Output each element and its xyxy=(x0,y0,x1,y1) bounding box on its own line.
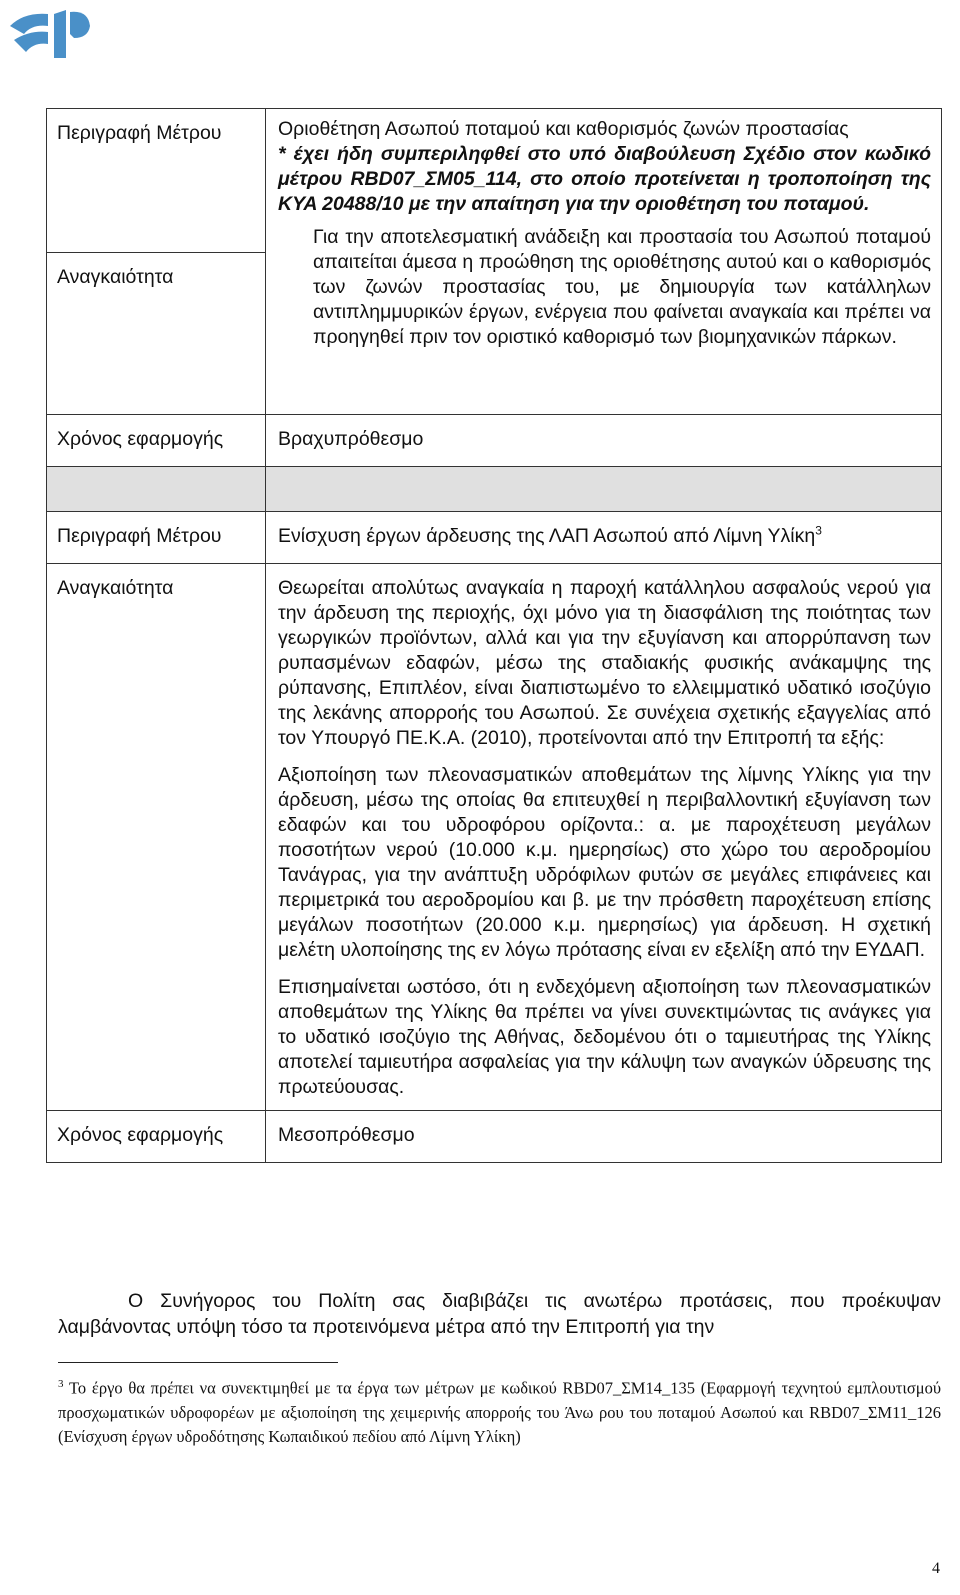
description-and-need-cell xyxy=(266,109,942,415)
need-label: Αναγκαιότητα xyxy=(47,253,266,415)
separator-cell xyxy=(266,467,942,512)
footnote-marker: 3 xyxy=(58,1378,64,1390)
need-paragraph: Θεωρείται απολύτως αναγκαία η παροχή κατάλληλου ασφαλούς νερού για την άρδευση της περιοχής, όχι μόνο για τη διασφάλιση της ποιότητας των γεωργικών προϊόντων, αλλά και για την εξυγίανση και απορρύπανση των ρυπασμένων εδαφών, μέσω της σταδιακής φυσικής ανάκαμψης της ρύπανσης, Επιπλέον, είναι διαπιστωμένο το ελλειμματικό υδατικό ισοζύγιο της λεκάνης απορροής του Ασωπού. Σε συνέχεια σχετικής εξαγγελίας από τον Υπουργό ΠΕ.Κ.Α. (2010), προτείνονται από την Επιτροπή τα εξής: xyxy=(278,577,931,749)
footnote-reference: 3 xyxy=(815,523,822,538)
measure-note: * έχει ήδη συμπεριληφθεί στο υπό διαβούλευση Σχέδιο στον κωδικό μέτρου RBD07_ΣΜ05_114, στο οποίο προτείνεται η τροποποίηση της ΚΥΑ 20488/10 με την απαίτηση για την οριοθέτηση του ποταμού. xyxy=(278,143,931,215)
description-label: Περιγραφή Μέτρου xyxy=(47,512,266,564)
time-label: Χρόνος εφαρμογής xyxy=(47,1111,266,1163)
page-number: 4 xyxy=(932,1560,940,1577)
measure-title: Ενίσχυση έργων άρδευσης της ΛΑΠ Ασωπού από Λίμνη Υλίκη xyxy=(278,525,816,547)
need-cell xyxy=(266,564,942,1111)
need-paragraph: Επισημαίνεται ωστόσο, ότι η ενδεχόμενη αξιοποίηση των πλεονασματικών αποθεμάτων της Υλίκης θα πρέπει να γίνει συνεκτιμώντας τις ανάγκες για το υδατικό ισοζύγιο της Αθήνας, δεδομένου ότι ο ταμιευτήρας της Υλίκης αποτελεί ταμιευτήρα ασφαλείας για την κάλυψη των αναγκών ύδρευσης της πρωτεύουσας. xyxy=(278,976,931,1098)
time-value: Μεσοπρόθεσμο xyxy=(266,1111,942,1163)
time-label: Χρόνος εφαρμογής xyxy=(47,415,266,467)
footnote-divider xyxy=(58,1362,338,1363)
footnote xyxy=(58,1372,941,1449)
measures-table xyxy=(46,108,942,1163)
organization-logo-icon xyxy=(4,4,92,62)
time-value: Βραχυπρόθεσμο xyxy=(266,415,942,467)
measure-title: Οριοθέτηση Ασωπού ποταμού και καθορισμός ζωνών προστασίας xyxy=(278,118,849,140)
closing-paragraph: Ο Συνήγορος του Πολίτη σας διαβιβάζει τις ανωτέρω προτάσεις, που προέκυψαν λαμβάνοντας υπόψη τόσο τα προτεινόμενα μέτρα από την Επιτροπή για την xyxy=(58,1290,941,1338)
measure-title-cell xyxy=(266,512,942,564)
need-label: Αναγκαιότητα xyxy=(47,564,266,1111)
footnote-text: Το έργο θα πρέπει να συνεκτιμηθεί με τα έργα των μέτρων με κωδικού RBD07_ΣΜ14_135 (Εφαρμογή τεχνητού εμπλουτισμού προσχωματικών υδροφορέων με αξιοποίηση της χειμερινής απορροής του Άνω ρου του ποταμού Ασωπού και RBD07_ΣΜ11_126 (Ενίσχυση έργων υδροδότησης Κωπαιδικού πεδίου από Λίμνη Υλίκη) xyxy=(58,1378,942,1446)
separator-cell xyxy=(47,467,266,512)
need-paragraph: Αξιοποίηση των πλεονασματικών αποθεμάτων της λίμνης Υλίκης για την άρδευση, μέσω της οποίας θα επιτευχθεί η περιβαλλοντική εξυγίανση των εδαφών και του υδροφόρου ορίζοντα.: α. με παροχέτευση μεγάλων ποσοτήτων νερού (10.000 κ.μ. ημερησίως) στο χώρο του αεροδρομίου Τανάγρας, για την ανάπτυξη υδρόφιλων φυτών σε μεγάλες επιφάνειες και περιμετρικά του αεροδρομίου και β. με την πρόσθετη παροχέτευση επίσης μεγάλων ποσοτήτων (20.000 κ.μ. ημερησίως) για άρδευση. Η σχετική μελέτη υλοποίησης της εν λόγω πρότασης είναι εν εξελίξη από την ΕΥΔΑΠ. xyxy=(278,764,931,961)
description-label: Περιγραφή Μέτρου xyxy=(47,109,266,253)
need-text: Για την αποτελεσματική ανάδειξη και προστασία του Ασωπού ποταμού απαιτείται άμεσα η προώθηση της οριοθέτησης αυτού και ο καθορισμός των ζωνών προστασίας του, με δημιουργία των κατάλληλων αντιπλημμυρικών έργων, ενέργεια που φαίνεται αναγκαία και πρέπει να προηγηθεί πριν τον οριστικό καθορισμό των βιομηχανικών πάρκων. xyxy=(313,226,931,348)
